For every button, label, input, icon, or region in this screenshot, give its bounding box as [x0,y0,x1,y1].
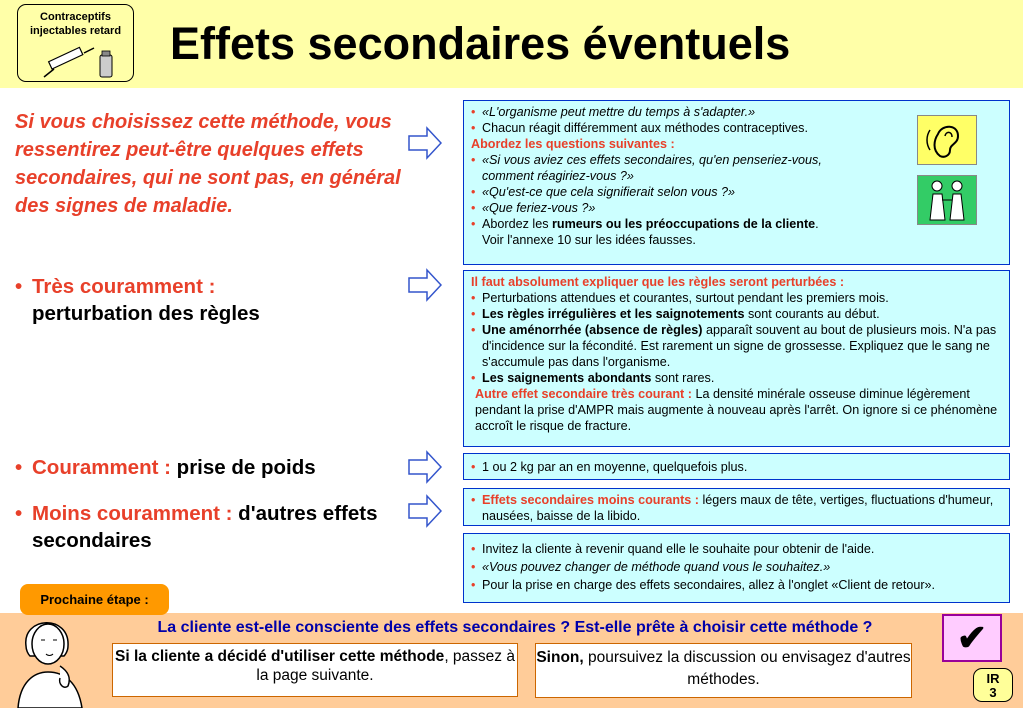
very-common-label: Très couramment : [32,275,216,298]
yes-check-icon[interactable]: ✔ [942,614,1002,662]
less-common-effect: d'autres effets secondaires [32,502,378,552]
list-item: • Abordez les rumeurs ou les préoccupations de la cliente. Voir l'annexe 10 sur les idées fausses. [471,216,1003,248]
intro-text: Si vous choisissez cette méthode, vous ressentirez peut-être quelques effets secondaires, qui ne sont pas, en général des signes de maladie. [15,111,401,217]
no-continue-box[interactable]: Sinon, poursuivez la discussion ou envisagez d'autres méthodes. [535,643,912,698]
list-item: • «Que feriez-vous ?» [471,200,1003,216]
list-item: • Les saignements abondants sont rares. [471,370,1003,386]
list-item: • «Vous pouvez changer de méthode quand vous le souhaitez.» [471,558,1003,576]
list-item: • Une aménorrhée (absence de règles) apparaît souvent au bout de plusieurs mois. N'a pas d'incidence sur la fécondité. Est rarement un signe de grossesse. Expliquez que le sang ne s'accumule pas dans l'organisme. [471,322,1003,370]
arrow-right-icon [408,494,442,528]
less-common-label: Moins couramment : [32,502,233,525]
list-item: • Les règles irrégulières et les saignotements sont courants au début. [471,306,1003,322]
list-item: • «Si vous aviez ces effets secondaires, qu'en penseriez-vous, comment réagiriez-vous ?» [471,152,1003,184]
list-item: • Effets secondaires moins courants : légers maux de tête, vertiges, fluctuations d'humeur, nausées, baisse de la libido. [471,492,1003,524]
list-item: • «Qu'est-ce que cela signifierait selon vous ?» [471,184,1003,200]
decision-question: La cliente est-elle consciente des effets secondaires ? Est-elle prête à choisir cette méthode ? [157,619,873,636]
list-item: • 1 ou 2 kg par an en moyenne, quelquefois plus. [471,459,1003,475]
arrow-right-icon [408,268,442,302]
page-tab-badge[interactable]: IR 3 [973,668,1013,702]
common-effect: prise de poids [176,456,316,479]
logo-text: Contraceptifs injectables retard [29,11,122,37]
page-title: Effets secondaires éventuels [170,18,791,69]
questions-heading: Abordez les questions suivantes : [471,137,675,151]
menstrual-heading: Il faut absolument expliquer que les règles seront perturbées : [471,275,845,289]
arrow-right-icon [408,450,442,484]
list-item: • Perturbations attendues et courantes, surtout pendant les premiers mois. [471,290,1003,306]
yes-next-page-box[interactable]: Si la cliente a décidé d'utiliser cette méthode, passez à la page suivante. [112,643,518,697]
common-label: Couramment : [32,456,171,479]
method-logo [17,4,134,82]
bullet: • [15,502,23,525]
list-item: • Chacun réagit différemment aux méthodes contraceptives. [471,120,1003,136]
menstrual-box [463,270,1010,447]
arrow-right-icon [408,126,442,160]
very-common-effect: perturbation des règles [32,302,260,325]
counseling-icon [917,175,977,225]
list-item: • «L'organisme peut mettre du temps à s'adapter.» [471,104,1003,120]
list-item: • Invitez la cliente à revenir quand elle le souhaite pour obtenir de l'aide. [471,540,1003,558]
less-common-item [15,500,395,554]
next-step-label: Prochaine étape : [20,584,169,615]
bullet: • [15,456,23,479]
list-item: • Pour la prise en charge des effets secondaires, allez à l'onglet «Client de retour». [471,576,1003,594]
follow-up-box [463,533,1010,603]
bullet: • [15,275,23,298]
very-common-item [15,273,335,327]
ear-icon [917,115,977,165]
weight-box [463,453,1010,480]
syringe-icon [40,41,120,81]
other-effects-box [463,488,1010,526]
common-item [15,454,395,481]
other-effect: Autre effet secondaire très courant : La densité minérale osseuse diminue légèrement pendant la prise d'AMPR mais augmente à nouveau après l'arrêt. On ignore si ce phénomène accroît le risque de fracture. [475,387,998,433]
